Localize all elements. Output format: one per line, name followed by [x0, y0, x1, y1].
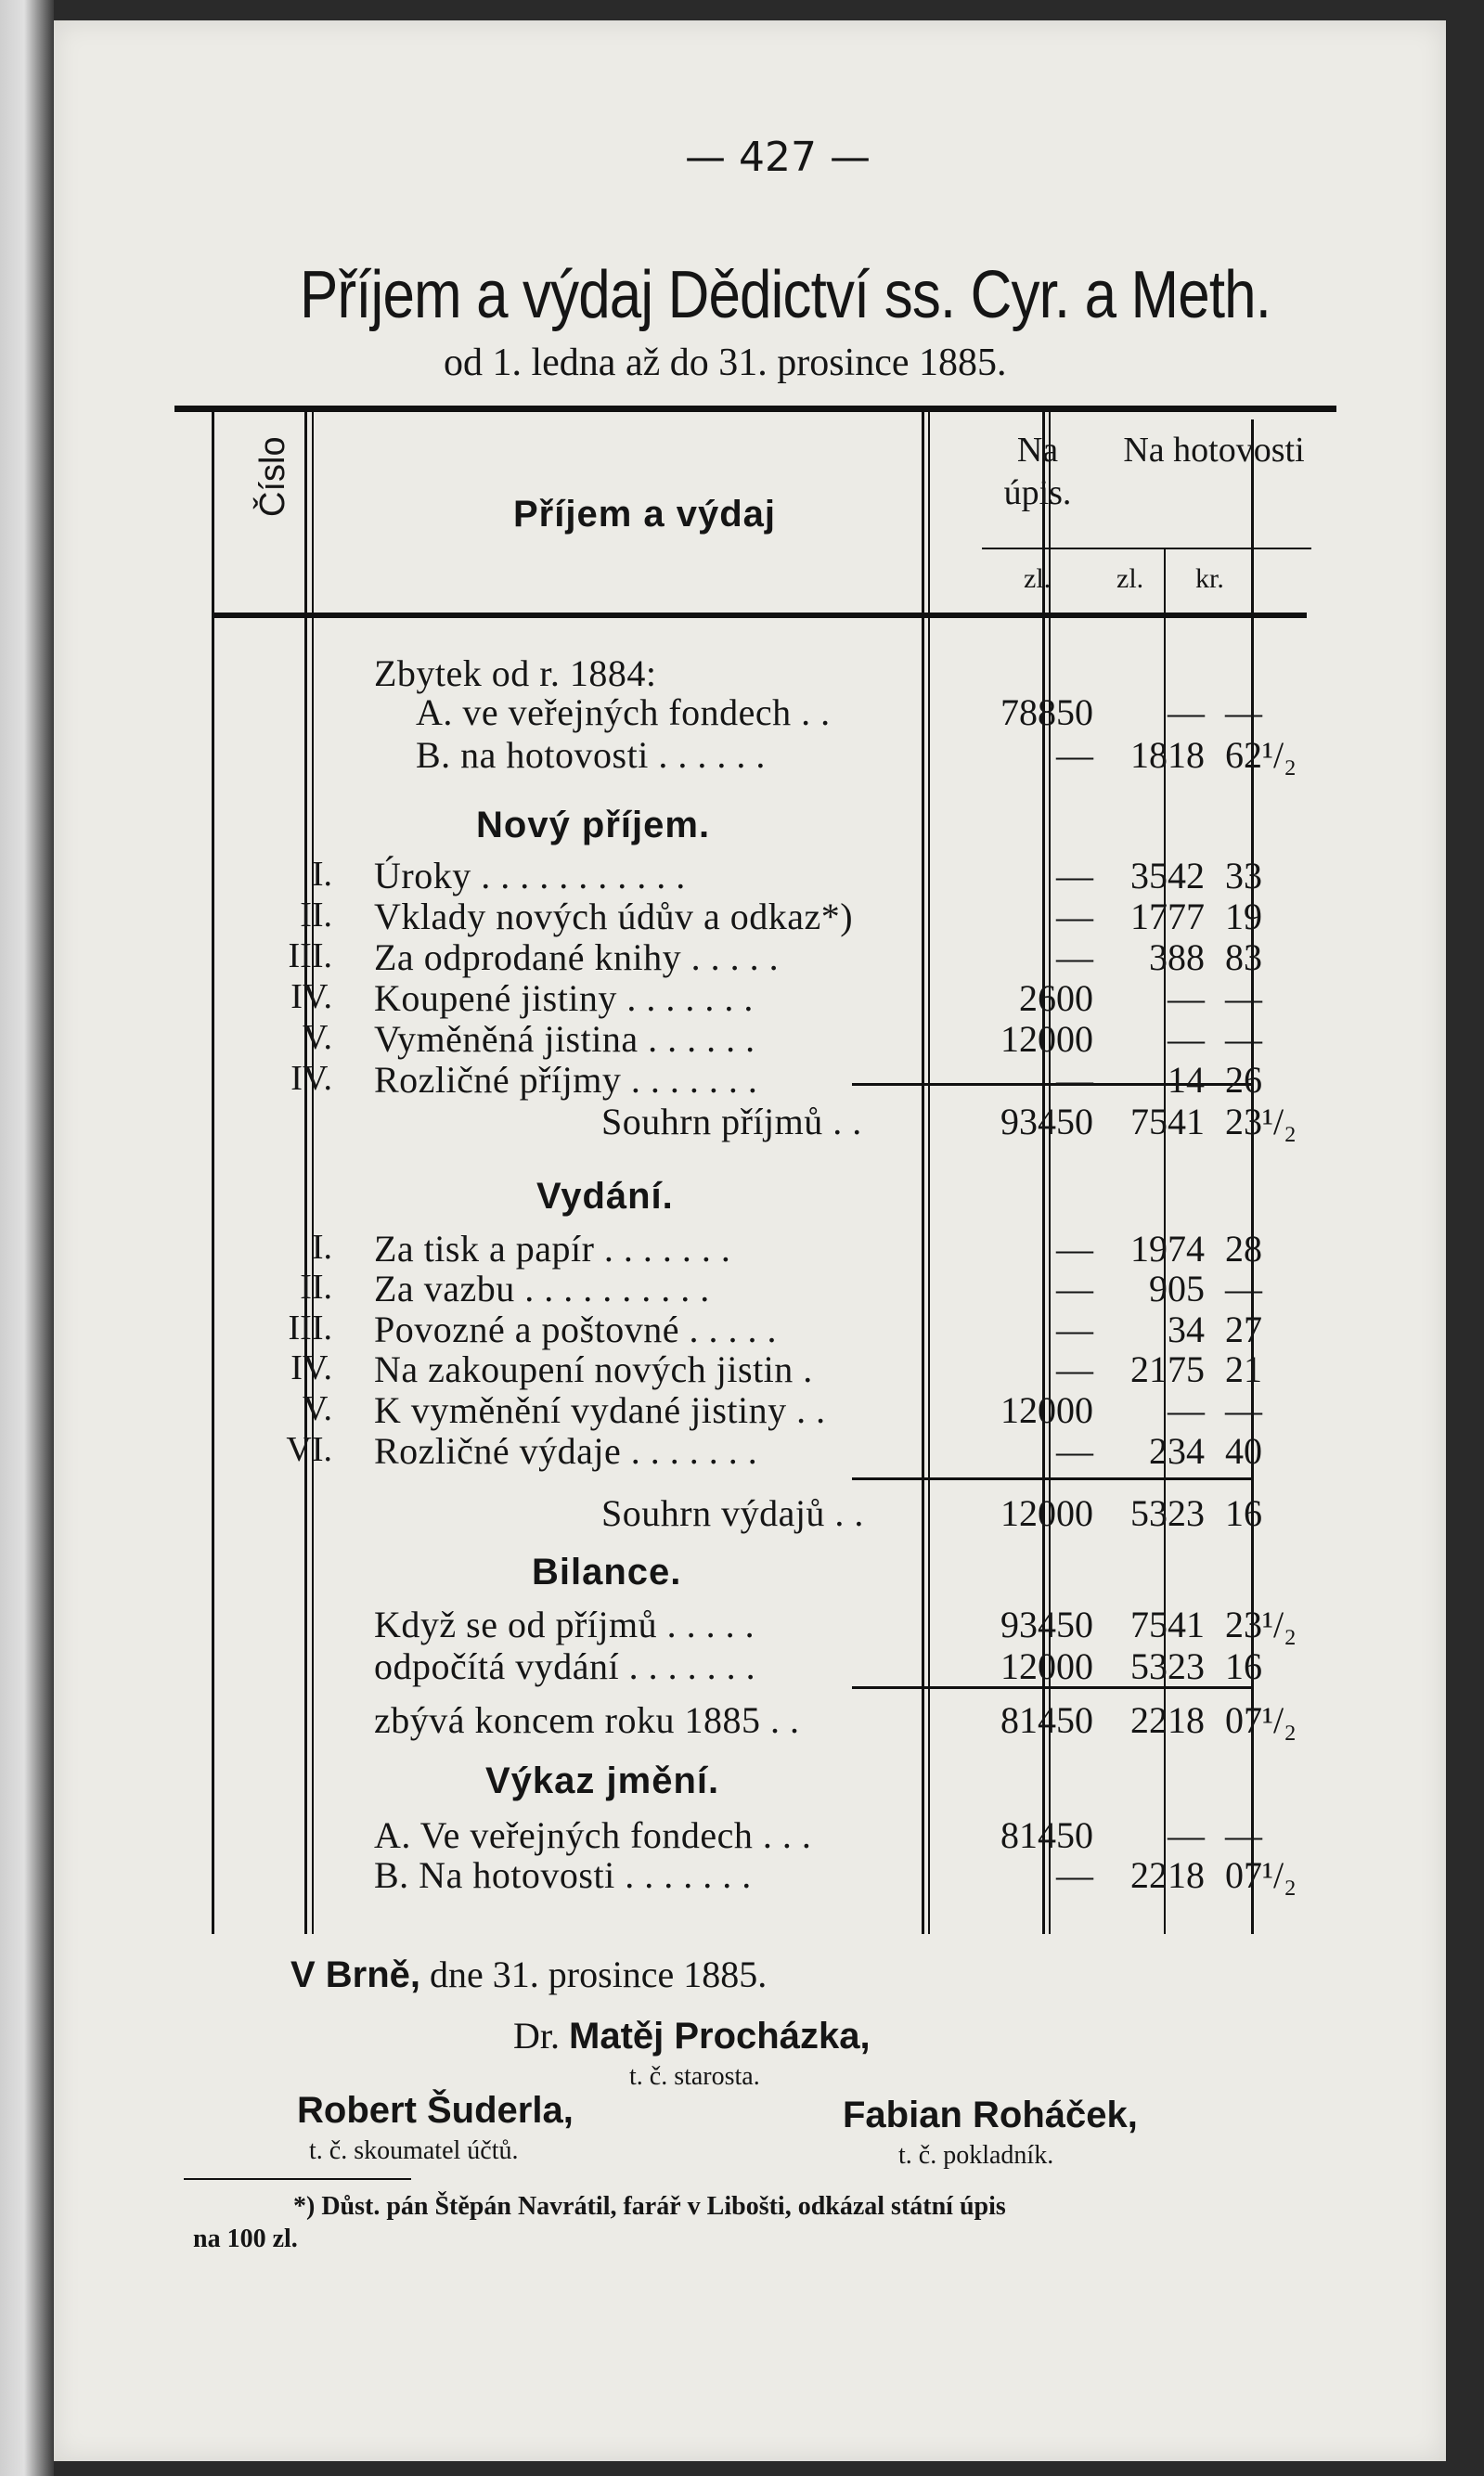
- row-upis: —: [1056, 1309, 1093, 1350]
- footnote-line1: *) Důst. pán Štěpán Navrátil, farář v Libošti, odkázal státní úpis: [293, 2192, 1006, 2221]
- row-zl: 2218: [1130, 1854, 1205, 1896]
- row-number: I.: [311, 1228, 332, 1267]
- row-description: Za vazbu . . . . . . . . . .: [374, 1268, 710, 1309]
- row-zl: —: [1168, 691, 1205, 733]
- row-number: V.: [302, 1018, 332, 1057]
- row-zl: —: [1168, 1389, 1205, 1431]
- row-number: VI.: [286, 1430, 332, 1469]
- signer1-role: t. č. starosta.: [629, 2062, 760, 2091]
- row-description: Za tisk a papír . . . . . . .: [374, 1228, 731, 1270]
- row-zl: 7541: [1130, 1604, 1205, 1645]
- table-row: [54, 733, 1446, 774]
- page-number: — 427 —: [685, 134, 871, 181]
- header-bottom-rule: [212, 613, 1307, 618]
- row-kr: 07¹/₂: [1225, 1699, 1297, 1741]
- row-zl: 1974: [1130, 1228, 1205, 1270]
- row-upis: —: [1056, 734, 1093, 776]
- table-row-total: [54, 1698, 1446, 1739]
- table-row: [54, 1388, 1446, 1429]
- row-number: IV.: [290, 1348, 332, 1387]
- header-cislo: Číslo: [253, 436, 292, 517]
- row-zl: 14: [1168, 1059, 1205, 1101]
- row-description: Zbytek od r. 1884:: [374, 652, 657, 694]
- unit-kr: kr.: [1195, 563, 1224, 594]
- row-number: III.: [288, 1309, 332, 1348]
- row-zl: 5323: [1130, 1492, 1205, 1534]
- row-kr: 28: [1225, 1228, 1262, 1270]
- row-number: IV.: [290, 1059, 332, 1098]
- signer2-role: t. č. skoumatel účtů.: [309, 2136, 519, 2165]
- row-zl: 3542: [1130, 855, 1205, 896]
- table-row: [54, 1603, 1446, 1644]
- row-description: Povozné a poštovné . . . . .: [374, 1309, 777, 1350]
- unit-divider: [982, 548, 1311, 549]
- row-upis: —: [1056, 855, 1093, 896]
- header-upis: Na úpis.: [1003, 431, 1072, 512]
- table-row: [54, 976, 1446, 1017]
- row-description: A. Ve veřejných fondech . . .: [374, 1814, 812, 1856]
- row-zl: 34: [1168, 1309, 1205, 1350]
- row-upis: 93450: [1000, 1604, 1093, 1645]
- row-kr: 26: [1225, 1059, 1262, 1101]
- table-top-rule: [174, 406, 1336, 412]
- row-kr: 21: [1225, 1348, 1262, 1390]
- row-zl: 2218: [1130, 1699, 1205, 1741]
- row-upis: 12000: [1000, 1018, 1093, 1060]
- row-description: Koupené jistiny . . . . . . .: [374, 977, 754, 1019]
- adjacent-page-edge: [0, 0, 54, 2476]
- row-kr: —: [1225, 1389, 1262, 1431]
- row-number: I.: [311, 855, 332, 894]
- row-description: Úroky . . . . . . . . . . .: [374, 855, 686, 896]
- row-upis: —: [1056, 1268, 1093, 1309]
- table-row-total: [54, 1491, 1446, 1532]
- row-kr: 23¹/₂: [1225, 1604, 1297, 1645]
- row-description: Za odprodané knihy . . . . .: [374, 936, 780, 978]
- row-description: Rozličné výdaje . . . . . . .: [374, 1430, 758, 1472]
- row-upis: 93450: [1000, 1101, 1093, 1142]
- row-zl: 388: [1149, 936, 1205, 978]
- place-date: [290, 1953, 767, 1996]
- unit-zl: zl.: [1116, 563, 1144, 594]
- row-upis: 12000: [1000, 1645, 1093, 1687]
- row-zl: 5323: [1130, 1645, 1205, 1687]
- row-description: Rozličné příjmy . . . . . . .: [374, 1059, 758, 1101]
- row-kr: —: [1225, 977, 1262, 1019]
- footnote-rule: [184, 2178, 411, 2180]
- row-zl: —: [1168, 1018, 1205, 1060]
- signer1: [513, 2014, 871, 2057]
- row-upis: 12000: [1000, 1389, 1093, 1431]
- table-row: [54, 1853, 1446, 1894]
- section-vykaz: Výkaz jmění.: [485, 1760, 720, 1801]
- row-description: B. Na hotovosti . . . . . . .: [374, 1854, 752, 1896]
- row-description: B. na hotovosti . . . . . .: [416, 734, 766, 776]
- row-kr: 07¹/₂: [1225, 1854, 1297, 1896]
- header-main: Příjem a výdaj: [513, 494, 777, 535]
- row-upis: —: [1056, 1430, 1093, 1472]
- table-row: [54, 1308, 1446, 1348]
- table-row: [54, 895, 1446, 935]
- table-row: [54, 1058, 1446, 1099]
- row-zl: 1818: [1130, 734, 1205, 776]
- signer2-name: Robert Šuderla,: [297, 2090, 574, 2131]
- table-row: [54, 1267, 1446, 1308]
- row-kr: 83: [1225, 936, 1262, 978]
- row-kr: 16: [1225, 1492, 1262, 1534]
- table-row: [54, 1227, 1446, 1268]
- row-upis: 81450: [1000, 1699, 1093, 1741]
- row-zl: 905: [1149, 1268, 1205, 1309]
- table-row: [54, 1813, 1446, 1854]
- page-title: Příjem a výdaj Dědictví ss. Cyr. a Meth.: [300, 258, 1271, 332]
- row-kr: 27: [1225, 1309, 1262, 1350]
- document-page: [54, 20, 1446, 2461]
- section-vydani: Vydání.: [536, 1176, 674, 1217]
- table-row: [54, 1644, 1446, 1685]
- row-zl: 234: [1149, 1430, 1205, 1472]
- row-kr: —: [1225, 1814, 1262, 1856]
- row-upis: 2600: [1019, 977, 1093, 1019]
- row-kr: 16: [1225, 1645, 1262, 1687]
- place-date-rest: dne 31. prosince 1885.: [430, 1954, 768, 1995]
- row-kr: 23¹/₂: [1225, 1101, 1297, 1142]
- row-upis: 81450: [1000, 1814, 1093, 1856]
- footnote-line2: na 100 zl.: [193, 2225, 298, 2253]
- row-number: III.: [288, 936, 332, 975]
- row-kr: 40: [1225, 1430, 1262, 1472]
- row-zl: 7541: [1130, 1101, 1205, 1142]
- row-description: zbývá koncem roku 1885 . .: [374, 1699, 800, 1741]
- row-description: K vyměnění vydané jistiny . .: [374, 1389, 826, 1431]
- signer1-prefix: Dr.: [513, 2015, 560, 2057]
- table-row: [54, 690, 1446, 731]
- header-hotovost: Na hotovosti: [1123, 431, 1305, 470]
- row-description: odpočítá vydání . . . . . . .: [374, 1645, 756, 1687]
- row-description: Na zakoupení nových jistin .: [374, 1348, 813, 1390]
- sum-rule-expense: [852, 1477, 1251, 1480]
- row-upis: —: [1056, 936, 1093, 978]
- row-upis: —: [1056, 896, 1093, 937]
- row-zl: 2175: [1130, 1348, 1205, 1390]
- row-kr: 62¹/₂: [1225, 734, 1297, 776]
- signer3-name: Fabian Roháček,: [843, 2095, 1138, 2135]
- signer3-role: t. č. pokladník.: [898, 2141, 1054, 2170]
- row-kr: 33: [1225, 855, 1262, 896]
- table-row: [54, 854, 1446, 895]
- page-subtitle: od 1. ledna až do 31. prosince 1885.: [444, 342, 1007, 384]
- row-description: Souhrn příjmů . .: [601, 1101, 862, 1142]
- row-kr: —: [1225, 691, 1262, 733]
- row-upis: —: [1056, 1854, 1093, 1896]
- row-upis: —: [1056, 1059, 1093, 1101]
- row-kr: —: [1225, 1018, 1262, 1060]
- section-bilance: Bilance.: [532, 1552, 682, 1593]
- table-row-total: [54, 1100, 1446, 1141]
- row-zl: —: [1168, 977, 1205, 1019]
- row-description: Souhrn výdajů . .: [601, 1492, 864, 1534]
- row-upis: 12000: [1000, 1492, 1093, 1534]
- unit-upis: zl.: [1024, 563, 1052, 594]
- section-novy-prijem: Nový příjem.: [476, 805, 711, 845]
- table-row: [54, 651, 1446, 692]
- row-upis: —: [1056, 1228, 1093, 1270]
- signer1-name: Matěj Procházka,: [569, 2016, 871, 2057]
- row-number: II.: [300, 896, 332, 935]
- row-number: II.: [300, 1268, 332, 1307]
- row-description: Vyměněná jistina . . . . . .: [374, 1018, 755, 1060]
- row-zl: 1777: [1130, 896, 1205, 937]
- row-number: V.: [302, 1389, 332, 1428]
- table-row: [54, 1429, 1446, 1470]
- table-row: [54, 935, 1446, 976]
- row-upis: 78850: [1000, 691, 1093, 733]
- row-description: Vklady nových údův a odkaz*): [374, 896, 854, 937]
- row-kr: —: [1225, 1268, 1262, 1309]
- row-number: IV.: [290, 977, 332, 1016]
- row-upis: —: [1056, 1348, 1093, 1390]
- row-description: A. ve veřejných fondech . .: [416, 691, 831, 733]
- row-description: Když se od příjmů . . . . .: [374, 1604, 755, 1645]
- row-kr: 19: [1225, 896, 1262, 937]
- table-row: [54, 1017, 1446, 1058]
- table-row: [54, 1348, 1446, 1388]
- place-date-bold: V Brně,: [290, 1954, 421, 1995]
- row-zl: —: [1168, 1814, 1205, 1856]
